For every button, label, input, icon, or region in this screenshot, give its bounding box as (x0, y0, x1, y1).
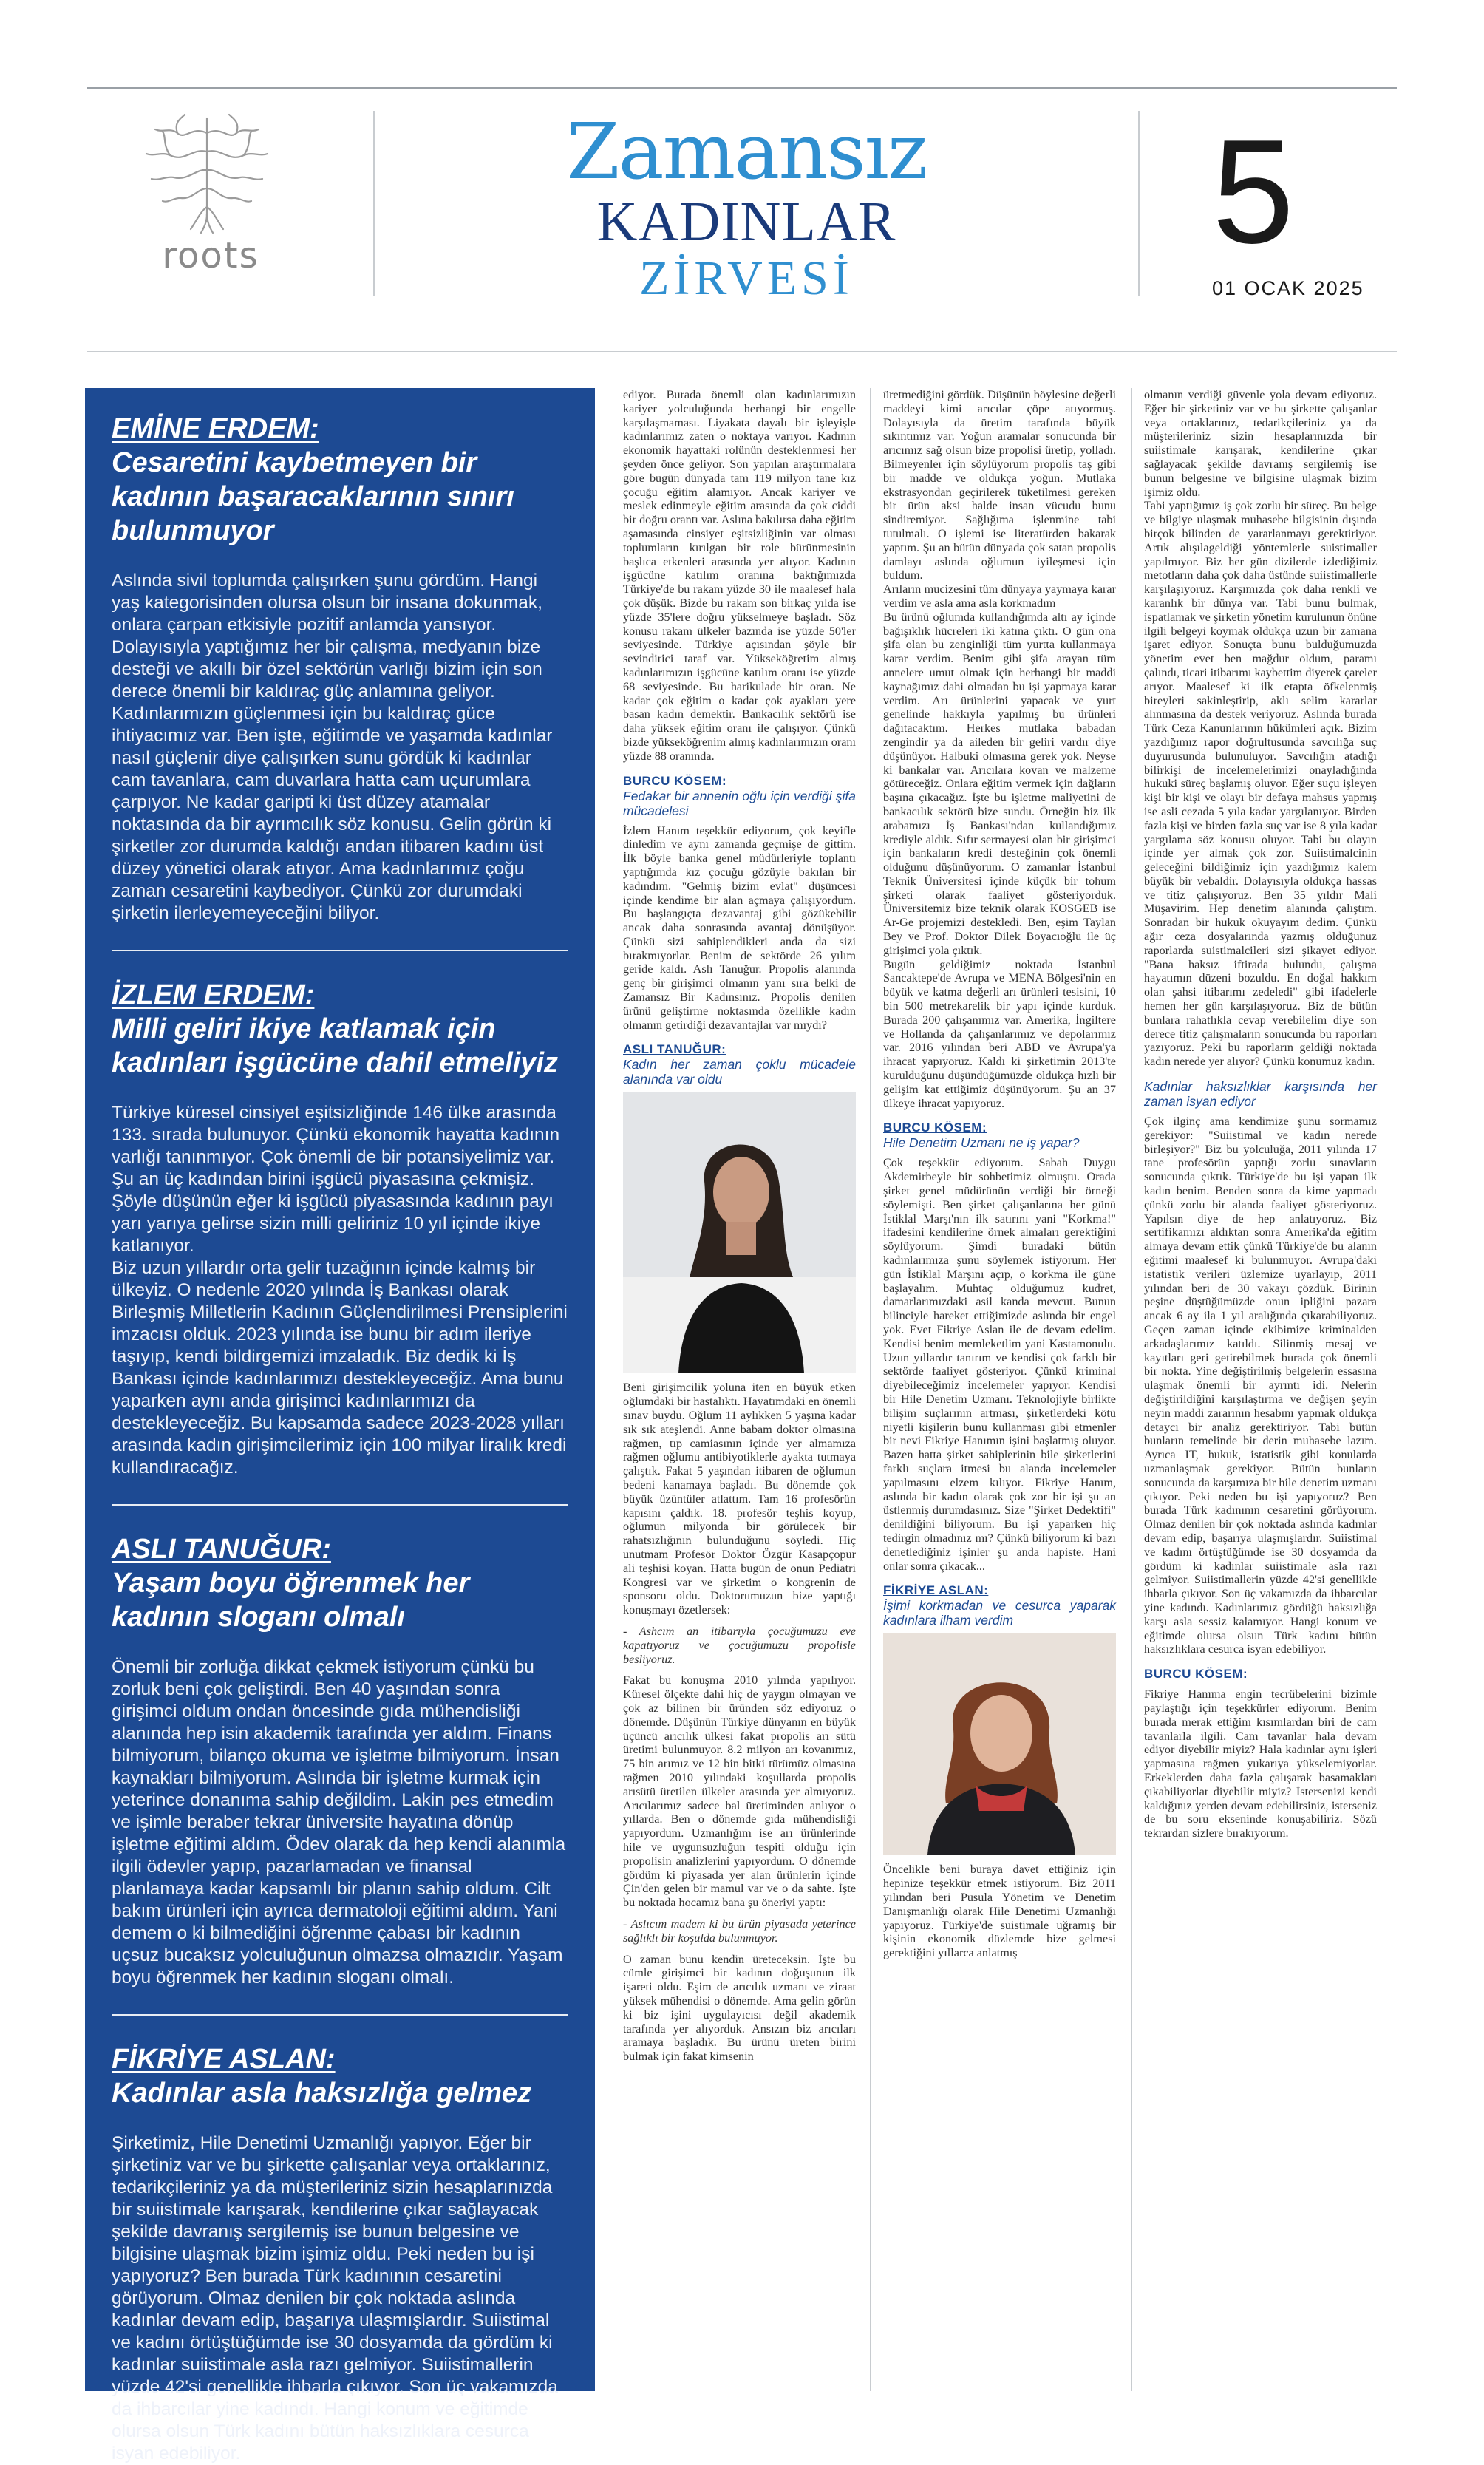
subheading-speaker: BURCU KÖSEM: (883, 1121, 987, 1135)
header-bottom-rule (87, 351, 1397, 352)
section-divider (112, 950, 568, 951)
paragraph: üretmediğini gördük. Düşünün böylesine değerli maddeyi kimi arıcılar çöpe atıyormuş. Dolayısıyla da üretim tarafında büyük sıkıntımız var. Yoğun aramalar sonucunda bir arıcımız sağ olsun bize propolisi üretip, yolladı. Bilmeyenler için söylüyorum propolis taş gibi bir madde ve oldukça yoğun. Mutlaka ekstrasyondan geçirilerek tüketilmesi gereken bir ürün aksi halde insan vücudu bunu sindiremiyor. Sağlığıma işlenmine tabi tutulmalı. O işlemi ise literatürden bakarak yaptım. Şu an bütün dünyada çok satan propolis damlayı aslında oğlumun iyileşmesi için buldum. Arıların mucizesini tüm dünyaya yaymaya karar verdim ve asla ama asla korkmadım Bu ürünü oğlumda kullandığımda altı ay içinde bağışıklık hücreleri iki katına çıktı. O gün ona şifa olan bu zenginliği tüm yurtta kullanmaya karar verdim. Benim gibi şifa arayan tüm annelere umut olmak için herhangi bir maddi kaynağımız dahi olmadan bu işi yapmaya karar verdim. Arı ürünlerini yapacak ve yurt genelinde hakkıyla yapılmış bu ürünleri dağıtacaktım. Herkes mutlaka babadan zengindir ya da aileden bir geliri vardır diye düşünüyor. Halbuki olmasına gerek yok. Neyse ki bankalar var. Arıcılara kovan ve malzeme götüreceğiz. Onlara eğitim vermek için dağların başına çıkacağız. İşte bu işletme maliyetini de bankacılık sektörü bize sundu. Örneğin biz ilk arabamızı İş Bankası'ndan kullandığımız krediyle aldık. Sıfır sermayesi olan bir girişimci için bankaların kredi desteğinin çok önemli olduğunu düşünüyorum. O zamanlar İstanbul Teknik Üniversitesi içinde küçük bir tohum şirketi olarak faaliyet gösteriyorduk. Üniversitemiz bize teknik olarak KOSGEB ise Ar-Ge projemizi destekledi. Ben, eşim Taylan Bey ve Prof. Doktor Dilek Boyacıoğlu ile üç girişimci yola çıktık. Bugün geldiğimiz noktada İstanbul Sancaktepe'de Avrupa ve MENA Bölgesi'nin en büyük ve katma değerli arı ürünleri tesisini, 10 bin 500 metrekarelik bir yapı içinde kurduk. Burada 200 çalışanımız var. Amerika, İngiltere ve Hollanda da çalışanlarımız ve depolarımız var. 2016 yılından beri ABD ve Avrupa'ya ihracat yapıyoruz. Kaldı ki şirketimin 2013'te kurulduğunu düşündüğümüzde oldukça hızlı bir gelişim kat ettiğimiz düşünüyorum. Şu an 37 ülkeye ihracat yapıyoruz. (883, 388, 1116, 1110)
panel-section (112, 978, 568, 1479)
subheading-title: Fedakar bir annenin oğlu için verdiği şifa mücadelesi (623, 788, 856, 818)
section-body: Aslında sivil toplumda çalışırken şunu gördüm. Hangi yaş kategorisinden olursa olsun bir insana dokunmak, onlara çarpan etkisiyle pozitif anlamda yansıyor. Dolayısıyla yaptığımız her bir çalışma, medyanın bize desteği ve akıllı bir özel sektörün varlığı bizim için son derece önemli bir kaldıraç güç anlamına geliyor. Kadınlarımızın güçlenmesi için bu kaldıraç güce ihtiyacımız var. Ben işte, eğitimde ve yaşamda kadınlar nasıl güçlenir diye çalışırken sunu gördük ki kadınlar cam tavanlara, cam duvarlara hatta cam uçurumlara çarpıyor. Ne kadar garipti ki üst düzey atamalar noktasında da bir ayrımcılık söz konusu. Gelin görün ki şirketler zor durumda kaldığı andan itibaren kadını üst düzey yönetici olarak atıyor. Ama kadınlarımız çoğu zaman cesaretini kaybediyor. Çünkü zor durumdaki şirketin ilerleyemeyeceğini biliyor. (112, 571, 553, 923)
speaker-photo (883, 1633, 1116, 1855)
paragraph: Beni girişimcilik yoluna iten en büyük etken oğlumdaki bir hastalıktı. Hayatımdaki en önemli sınav buydu. Oğlum 11 aylıkken 5 yaşına kadar sık sık ateşlendi. Anne babam doktor olmasına rağmen, tıp camiasının içinde yer almamıza rağmen oğlumu antibiyotiklerle ayakta tutmaya çalıştık. Fakat 5 yaşından itibaren de oğlumun bedeni kanamaya başladı. Bu dönemde çok büyük üzüntüler atlattım. Tam 16 profesörün kapısını çaldık. 18. profesör teşhis koyup, oğlumun milyonda bir görülecek bir rahatsızlığının bulunduğunu söyledi. Hiç unutmam Profesör Doktor Özgür Kasapçopur ali teşhisi koyan. Hatta bugün de onun Pediatri Kongresi var ve şirketim o kongrenin de sponsoru oldu. Doktorumuzun bize yaptığı konuşmayı özetlersek: (623, 1381, 856, 1617)
subheading-speaker: BURCU KÖSEM: (1144, 1667, 1248, 1682)
masthead (414, 106, 1079, 306)
speaker-name: İZLEM ERDEM: (112, 979, 315, 1010)
portrait-image (883, 1633, 1116, 1855)
paragraph: ediyor. Burada önemli olan kadınlarımızın kariyer yolculuğunda herhangi bir engelle karşılaşmaması. Liyakata dayalı bir işleyişle kadınlarımız zaten o noktaya varıyor. Kadının ekonomik hayattaki rolünün desteklenmesi her şeyden önce geliyor. Son yapılan araştırmalara göre bugün dünyada tam 119 milyon tane kız çocuğu eğitim alamıyor. Ancak kariyer ve meslek edinmeyle eğitim arasında da çok ciddi bir doğru orantı var. Aslına bakılırsa daha eğitim aşamasında cinsiyet eşitsizliğinin var olması toplumların kırılgan bir role bürünmesinin başlıca etkenleri arasında yer alıyor. Kadının işgücüne katılım oranına baktığımızda Türkiye'de bu rakam yüzde 30 ile maalesef hala çok düşük. Bizde bu rakam son birkaç yılda ise yüzde 35'lere doğru yükselmeye başladı. Söz konusu rakam ülkeler bazında ise yüzde 50'ler seviyesinde. Türkiye açısından şöyle bir sevindirici taraf var. Yükseköğretim almış kadınlarımızın işgücüne katılım oranı ise yüzde 68 seviyesinde. Bu harikulade bir oran. Ne kadar çok eğitim o kadar çok ayakları yere basan kadın demektir. Bankacılık sektörü ise daha yüksek eğitim oranı ile çalışıyor. Çünkü bizde yükseköğrenim almış kadınlarımızın oranı yüzde 88 oranında. (623, 388, 856, 763)
portrait-image (623, 1092, 856, 1373)
paragraph: İzlem Hanım teşekkür ediyorum, çok keyifle dinledim ve aynı zamanda geçmişe de gittim. İlk böyle banka genel müdürleriyle toplantı yaptığımda kız çocuğu gözüyle bakılan bir kadındım. "Gelmiş bizim evlat" düşüncesi içinde kendime bir alan açmaya çalışıyordum. Bu başlangıçta dezavantaj gibi gözükebilir ancak daha sonrasında avantaj dönüşüyor. Çünkü sizi sahiplendikleri anda da sizi bırakmıyorlar. Benim de sektörde 26 yılım geride kaldı. Aslı Tanuğur. Propolis alanında genç bir girişimci olmanın yanı sıra belki de Zamansız Bir Kadınsınız. Propolis denilen ürünü geliştirme noktasında özellikle kadın olmanın getirdiği dezavantajlar var mıydı? (623, 823, 856, 1032)
subheading-speaker: BURCU KÖSEM: (623, 773, 727, 788)
paragraph: Fakat bu konuşma 2010 yılında yapılıyor. Küresel ölçekte dahi hiç de yaygın olmayan ve çok az bilinen bir üründen söz ediyoruz o dönemde. Düşünün Türkiye dünyanın en büyük üçüncü arıcılık ülkesi fakat propolis arı sütü üretimi bulunmuyor. 8.2 milyon arı kovanımız, 75 bin arımız ve 12 bin bitki türümüz olmasına rağmen 2010 yılındaki koşullarda propolis arısütü üretilen ülkeler arasında yer almıyoruz. Arıcılarımız sadece bal üretiminden anlıyor o yıllarda. Ben o dönemde gıda mühendisliği yapıyordum. Uzmanlığım ise arı ürünlerinde hile ve uygunsuzluğun tespiti olduğu için propolisin analizlerini yapıyordum. O dönemde gördüm ki piyasada yer alan ürünlerin içinde Çin'den gelen bir mamul var ve o da sahte. İşte bu noktada hocamız bana şu öneriyi yaptı: (623, 1673, 856, 1910)
section-heading (112, 412, 568, 548)
section-title: Cesaretini kaybetmeyen bir kadının başaracaklarının sınırı bulunmuyor (112, 447, 514, 546)
column-divider (1131, 388, 1132, 2391)
subheading-title: Hile Denetim Uzmanı ne iş yapar? (883, 1135, 1080, 1151)
speaker-name: FİKRİYE ASLAN: (112, 2044, 336, 2075)
masthead-line2: KADINLAR (596, 191, 896, 253)
speaker-photo (623, 1092, 856, 1373)
section-title: Kadınlar asla haksızlığa gelmez (112, 2078, 532, 2109)
quotes-panel (85, 388, 595, 2464)
masthead-line1: Zamansız (566, 106, 927, 197)
speaker-name: ASLI TANUĞUR: (112, 1534, 331, 1565)
subheading-title: Kadın her zaman çoklu mücadele alanında var oldu (623, 1057, 856, 1087)
speaker-name: EMİNE ERDEM: (112, 413, 319, 444)
section-heading (112, 2042, 568, 2110)
section-divider (112, 2014, 568, 2016)
paragraph: Çok teşekkür ediyorum. Sabah Duygu Akdemirbeyle bir sohbetimiz olmuştu. Orada şirket genel müdürünün verdiği bir örneği söylemişti. Ben şirket çalışanlarına her günü İstiklal Marşı'nın ilk satırını yani "Korkma!" ifadesini kendilerine örnek almaları gerektiğini söylüyorum. Şimdi buradaki bütün kadınlarımıza şunu söylemek istiyorum. Her gün İstiklal Marşını açıp, o korkma ile güne başlayalım. Muhtaç olduğumuz kudret, damarlarımızdaki asil kanda mevcut. Bunun bilinciyle hareket ettiğimizde aslında bir engel yok. Evet Fikriye Aslan ile de devam edelim. Kendisi benim memleketlim yani Kastamonulu. Uzun yıllardır tanırım ve kendisi çok farklı bir sektörde faaliyet gösteriyor. Çünkü kriminal diyebileceğimiz incelemeler yapıyor. Kendisi bir Hile Denetim Uzmanı. Teknolojiyle birlikte bilişim suçlarının artması, şirketlerdeki kötü niyetli kişilerin bunu kullanması gibi etmenler bir nevi Fikriye Hanımın işini başlatmış oluyor. Bazen hatta şirket sahiplerinin bile şirketlerini farklı suçlara itmesi bu alanda incelemeler yapılmasını elzem kılıyor. Fikriye Hanım, aslında bir kadın olarak çok zor bir işi şu an üstlenmiş durumdasınız. Size "Şirket Dedektifi" denildiğini biliyorum. Bu işi yaparken hiç tedirgin olmadınız mı? Çünkü biliyorum ki bazı denetlediğiniz işinler şu anda hapiste. Hani onlar sonra çıkacak... (883, 1156, 1116, 1573)
header-divider-left (373, 111, 375, 296)
subheading (623, 774, 856, 818)
column-divider (870, 388, 871, 2391)
section-body: Türkiye küresel cinsiyet eşitsizliğinde 146 ülke arasında 133. sırada bulunuyor. Çünkü ekonomik hayatta kadının varlığı tanınmıyor. Çok önemli de bir potansiyelimiz var. Şu an üç kadından birini işgücü piyasasına çekmişiz. Şöyle düşünün eğer ki işgücü piyasasında kadının payı yarı yarıya gelirse sizin milli geliriniz 10 yıl içinde ikiye katlanıyor. Biz uzun yıllardır orta gelir tuzağının içinde kalmış bir ülkeyiz. O nedenle 2020 yılında İş Bankası olarak Birleşmiş Milletlerin Kadının Güçlendirilmesi Prensiplerini imzacısı olduk. 2023 yılında ise bunu bir adım ileriye taşıyıp, kendi bildirgemizi imzaladık. Biz dedik ki İş Bankası içinde kadınlarımızı destekleyeceğiz. Ama bunu yaparken aynı anda girişimci kadınlarımızı da destekleyeceğiz. Bu kapsamda sadece 2023-2028 yılları arasında kadın girişimcilerimiz için 100 milyar liralık kredi kullandıracağız. (112, 1103, 568, 1478)
subheading (1144, 1667, 1377, 1682)
masthead-line3: ZİRVESİ (639, 251, 854, 305)
page-number: 5 (1212, 109, 1295, 274)
article-column-2 (883, 388, 1116, 1960)
subheading (883, 1121, 1116, 1150)
subheading (883, 1583, 1116, 1628)
subheading (623, 1042, 856, 1087)
top-rule (87, 87, 1397, 89)
paragraph: O zaman bunu kendin üreteceksin. İşte bu cümle girişimci bir kadının doğuşunun ilk işareti oldu. Eşim de arıcılık uzmanı ve ziraat yüksek mühendisi o dönemde. Ama gelin görün ki biz işini uygulayıcısı değil akademik tarafında yer alıyorduk. Ansızın biz arıcıları aramaya başladık. Bu ürünü üreten birini bulmak için fakat kimsenin (623, 1952, 856, 2064)
subheading-title: İşimi korkmadan ve cesurca yaparak kadınlara ilham verdim (883, 1598, 1116, 1628)
panel-section (112, 2042, 568, 2465)
article-column-3 (1144, 388, 1377, 1840)
section-title: Yaşam boyu öğrenmek her kadının sloganı olmalı (112, 1568, 470, 1633)
subheading-speaker: ASLI TANUĞUR: (623, 1042, 726, 1057)
quote: - Ashcım an itibarıyla çocuğumuzu eve kapatıyoruz ve çocuğumuzu propolisle besliyoruz. (623, 1625, 856, 1666)
section-divider (112, 1504, 568, 1506)
paragraph: olmanın verdiği güvenle yola devam ediyoruz. Eğer bir şirketiniz var ve bu şirkette çalışanlar veya ortaklarınız, tedarikçileriniz ya da müşterileriniz sizin hesaplarınızda bir suiistimale karışarak, kendilerine çıkar sağlayacak şekilde davranış sergilemiş ise bunun belgesine ve bilgisine ulaşmak bizim işimiz oldu. Tabi yaptığımız iş çok zorlu bir süreç. Bu belge ve bilgiye ulaşmak muhasebe bilgisinin dışında birçok bilinden de yararlanmayı gerektiriyor. Artık alışılageldiği yöntemlerle suistimaller yapılmıyor. Biz her gün dizilerde izlediğimiz metotların daha çok daha üstünde suiistimallerle karşılaşıyoruz. Karşımızda çok daha renkli ve karanlık bir dünya var. Tabi bunu bulmak, ispatlamak ve şirketin yönetim kurulunun önüne ilgili belgeyi koymak oldukça uzun bir zamana işaret ediyor. Sonuçta bunu bulduğumuzda yönetim evet ben mağdur oldum, paramı çalındı, ticari itibarımı kaybettim diyerek çareler arıyor. Maalesef ki ilk etapta öfkelenmiş bireyleri sakinleştirip, aklı selim kararlar alınmasına da destek veriyoruz. Aslında burada Türk Ceza Kanunlarının hükümleri açık. Bizim yazdığımız rapor doğrultusunda savcılığa suç duyurusunda bulunuluyor. Savcılığın atadığı bilirkişi de incelemelerimizi onayladığında hukuki süreç başlamış oluyor. Eğer suçu işleyen kişi bir kişi ve olayı bir defaya mahsus yapmış ise asli cezada 5 yıla kadar yargılanıyor. Birden fazla kişi ve birden fazla suç var ise 8 yıla kadar yargılama söz konusu oluyor. Tabi bu olayın içinde yer almak çok zor. Suiistimalcinin geleceğini bildiğimiz için yazdığımız kalem büyük bir vebaldir. Dolayısıyla oldukça hassas ve titiz çalışıyoruz. Ben 35 yıldır Mali Müşavirim. Hep denetim alanında çalıştım. Sonradan bir hukuk okuyayım dedim. Çünkü ağır ceza dosyalarında yazmış olduğunuz raporlarda suistimalcileri sizi şikayet ediyor. "Bana haksız iftirada bulundu, çalışma hayatımın düzeni bozuldu. En doğal hakkım olan şahsi itibarımı zedeledi" gibi ifadelerle hemen her gün karşılaşıyoruz. Biz de bütün bunlara rahatlıkla cevap verebilelim diye son derece titiz çalışmaların sonucunda bu raporları yazıyoruz. Peki bu raporların geldiği noktada kadın nerede yer alıyor? Çünkü konumuz kadın. (1144, 388, 1377, 1069)
paragraph: Çok ilginç ama kendimize şunu sormamız gerekiyor: "Suiistimal ve kadın nerede birleşiyor?" Biz bu yolculuğa, 2011 yılında 17 tane profesörün yaptığı zorlu sınavların sonucunda çıktık. Türkiye'de bu işi yapan ilk kadın benim. Benden sonra da kime yapmadı çünkü zorlu bir alanda faaliyet gösteriyoruz. Yapılsın diye de hep anlatıyoruz. Biz sertifikamızı aldıktan sonra Amerika'da eğitim almaya devam ettik çünkü Türkiye'de bu alanın eğitimi maalesef ki bulunmuyor. Avrupa'daki istatistik verileri üzlemize uyarlayıp, 2011 yılından beri de 30 vakayı çözdük. Birinin peşine düştüğümüzde onun ipliğini pazara ancak 6 ay ila 1 yıl aralığında çıkarabiliyoruz. Geçen zaman içinde ekibimize kriminalden arkadaşlarımız katıldı. Silinmiş mesaj ve kayıtları geri getirebilmek burada çok önemli bir nokta. Yine değiştirilmiş belgelerin essasına ulaşmak önemli bir ayrıntı idi. Nelerin değiştirildiğini karşılaştırma ve değişen şeyin neyin maddi zararının hesabını yapmak oldukça detaycı bir analiz gerektiriyor. Tabi bütün bunların temelinde bir derin muhasebe lazım. Ayrıca IT, hukuk, istatistik gibi konularda uzmanlaşmak gerekiyor. Bütün bunların sonucunda da karşımıza bir hile denetim uzmanı çıkıyor. Peki neden bu işi yapıyoruz? Ben burada Türk kadınının cesaretini görüyorum. Olmaz denilen bir çok noktada aslında kadınlar devam edip, başarıya ulaşmışlardır. Suiistimal ve kadını örtüştüğümde ise 30 dosyamda da gördüm ki kadınlar suiistimale asla razı gelmiyor. Suiistimallerin yüzde 42'si genellikle ihbarla çıkıyor. Son üç vakamızda da ihbarcılar yine kadındı. Kadınlarımız gördüğü haksızlığa karşı asla sessiz kalamıyor. Hangi konum ve eğitimde olursa olsun Türk kadını bütün haksızlıklara cesurca isyan edebiliyor. (1144, 1115, 1377, 1656)
subheading-title: Kadınlar haksızlıklar karşısında her zaman isyan ediyor (1144, 1079, 1377, 1109)
logo-text: roots (162, 235, 259, 276)
panel-section (112, 1532, 568, 1989)
section-body: Önemli bir zorluğa dikkat çekmek istiyorum çünkü bu zorluk beni çok geliştirdi. Ben 40 yaşından sonra girişimci oldum ondan öncesinde gıda mühendisliği alanında hep isin akademik tarafında yer aldım. Finans bilmiyorum, bilanço okuma ve işletme bilmiyorum. İnsan kaynakları bilmiyorum. Aslında bir işletme kurmak için yeterince donanıma sahip değildim. Lakin pes etmedim ve işimle beraber tekrar üniversite hayatına dönüp işletme eğitimi aldım. Ödev olarak da hep kendi alanımla ilgili ödevler yapıp, pazarlamadan ve finansal planlamaya kadar kapsamlı bir planın sahip oldum. Cilt bakım ürünleri için ayrıca dermatoloji eğitimi aldım. Yani demem o ki bilmediğini öğrenme çabası bir kadının uçsuz bucaksız yolculuğunun olmazsa olmazıdır. Yaşam boyu öğrenmek her kadının sloganı olmalı. (112, 1657, 566, 1988)
issue-date: 01 OCAK 2025 (1212, 277, 1364, 299)
article-column-1 (623, 388, 856, 2064)
panel-section (112, 412, 568, 925)
header-divider-right (1138, 111, 1140, 296)
quote: - Aslıcım madem ki bu ürün piyasada yeterince sağlıklı bir koşulda bulunmuyor. (623, 1917, 856, 1945)
section-heading (112, 978, 568, 1080)
subheading-speaker: FİKRİYE ASLAN: (883, 1583, 989, 1598)
section-heading (112, 1532, 568, 1634)
subheading (1144, 1079, 1377, 1109)
paragraph: Öncelikle beni buraya davet ettiğiniz için hepinize teşekkür etmek istiyorum. Biz 2011 yılından beri Pusula Yönetim ve Denetim Danışmanlığı olarak Hile Denetimi Uzmanlığı yapıyoruz. Türkiye'de suistimale uğramış bir kişinin ekonomik düzlemde bize gelmesi gerektiğini yıllarca anlatmış (883, 1863, 1116, 1960)
tree-icon (133, 111, 281, 237)
section-title: Milli geliri ikiye katlamak için kadınları işgücüne dahil etmeliyiz (112, 1013, 558, 1078)
paragraph: Fikriye Hanıma engin tecrübelerini bizimle paylaştığı için teşekkürler ediyorum. Benim burada merak ettiğim kısımlardan biri de cam tavanlarla ilgili. Cam tavanlar hala devam ediyor diyebilir miyiz? Hala kadınlar aynı işleri yapmasına rağmen yukarıya yükselemiyorlar. Erkeklerden daha fazla çalışarak basamakları çıkabiliyorlar diyebilir miyiz? İstersenizi kendi kaldığınız yerden devam edebilirsiniz, isterseniz de bu soru eksenindе konuşabiliriz. Sözü tekrardan sizlere bırakıyorum. (1144, 1687, 1377, 1840)
section-body: Şirketimiz, Hile Denetimi Uzmanlığı yapıyor. Eğer bir şirketiniz var ve bu şirkette çalışanlar veya ortaklarınız, tedarikçileriniz ya da müşterileriniz sizin hesaplarınızda bir suiistimale karışarak, kendilerine çıkar sağlayacak şekilde davranış sergilemiş ise bunun belgesine ve bilgisine ulaşmak bizim işimiz oldu. Peki neden bu işi yapıyoruz? Ben burada Türk kadınının cesaretini görüyorum. Olmaz denilen bir çok noktada aslında kadınlar devam edip, başarıya ulaşmışlardır. Suiistimal ve kadını örtüştüğümde ise 30 dosyamda da gördüm ki kadınlar suiistimale asla razı gelmiyor. Suiistimallerin yüzde 42'si genellikle ihbarla çıkıyor. Son üç vakamızda da ihbarcılar yine kadındı. Hangi konum ve eğitimde olursa olsun Türk kadını bütün haksızlıklara cesurca isyan edebiliyor. (112, 2133, 558, 2464)
